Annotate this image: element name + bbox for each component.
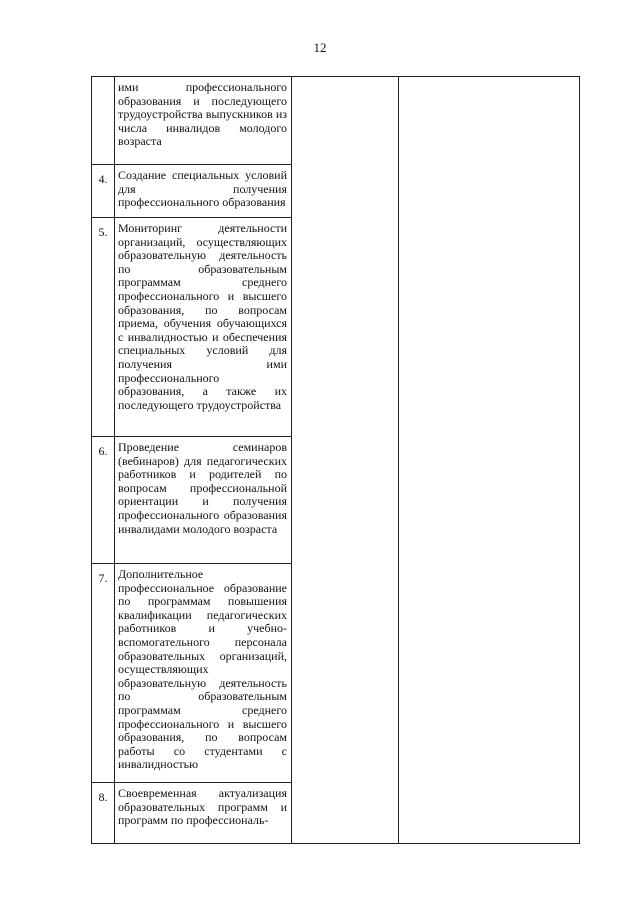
table-row — [92, 77, 580, 165]
row-number-cell — [92, 77, 115, 165]
activity-text: Проведение семинаров (вебинаров) для педагогических работников и родителей по вопросам профессиональной ориентации и получения профессионального образования инвалидами молодого возраста — [118, 440, 287, 536]
row-number-cell — [92, 783, 115, 844]
activity-cell — [115, 564, 292, 783]
activity-text: ими профессионального образования и последующего трудоустройства выпускников из числа инвалидов молодого возраста — [118, 80, 287, 149]
activity-text: Дополнительное профессиональное образование по программам повышения квалификации педагогических работников и учебно-вспомогательного персонала образовательных организаций, осуществляющих образовательную деятельность по образовательным программам среднего профессионального и высшего образования, по вопросам работы со студентами с инвалидностью — [118, 567, 287, 772]
empty-column-3 — [292, 77, 399, 844]
activity-text: Создание специальных условий для получения профессионального образования — [118, 168, 287, 210]
row-number-cell — [92, 437, 115, 564]
activity-cell — [115, 437, 292, 564]
activities-table — [91, 76, 580, 844]
page-number: 12 — [313, 40, 327, 55]
row-number: 7. — [98, 571, 108, 585]
activity-cell — [115, 218, 292, 437]
row-number — [92, 77, 114, 84]
row-number: 6. — [98, 444, 108, 458]
empty-column-4 — [399, 77, 580, 844]
row-number: 8. — [98, 790, 108, 804]
row-number: 5. — [98, 225, 108, 239]
row-number-cell — [92, 564, 115, 783]
activity-cell — [115, 783, 292, 844]
row-number-cell — [92, 165, 115, 218]
row-number: 4. — [98, 172, 108, 186]
activity-text: Своевременная актуализация образовательных программ и программ по профессиональ- — [118, 786, 287, 828]
row-number-cell — [92, 218, 115, 437]
activity-cell — [115, 77, 292, 165]
activity-text: Мониторинг деятельности организаций, осуществляющих образовательную деятельность по образовательным программам среднего профессионального и высшего образования, по вопросам приема, обучения обучающихся с инвалидностью и обеспечения специальных условий для получения ими профессионального образования, а также их последующего трудоустройства — [118, 221, 287, 412]
activity-cell — [115, 165, 292, 218]
